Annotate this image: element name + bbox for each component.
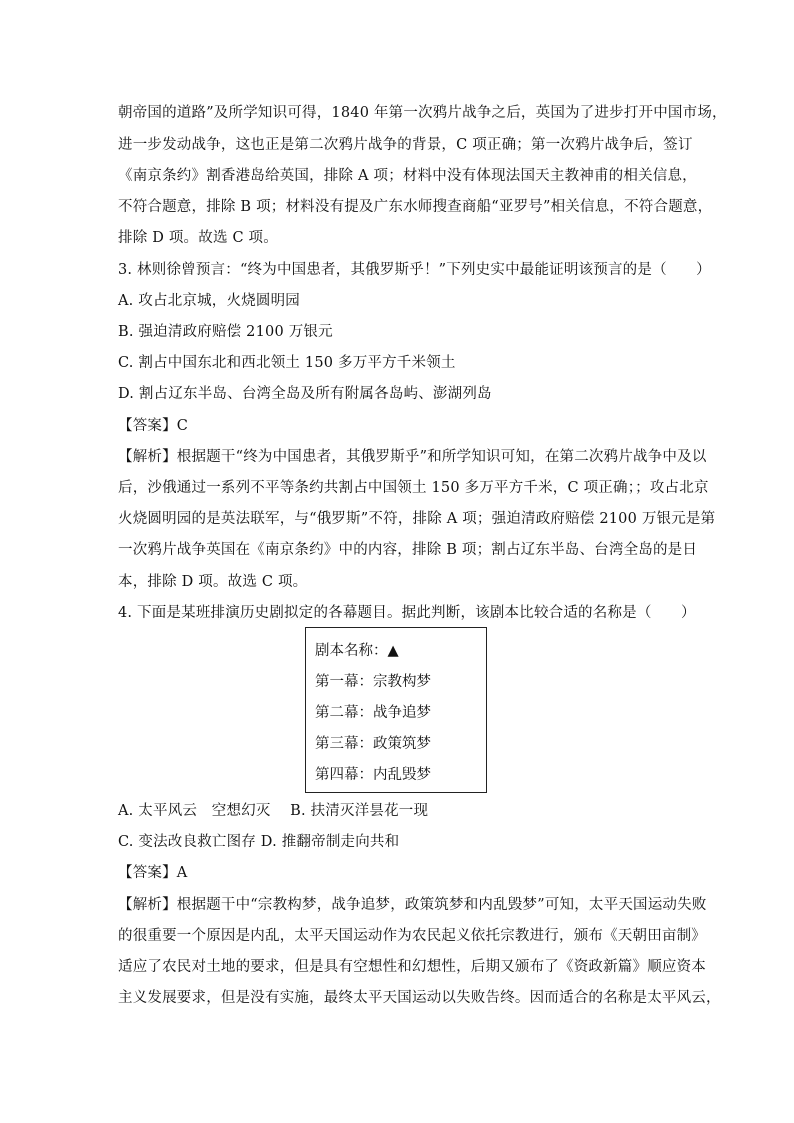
text-line: 进一步发动战争，这也正是第二次鸦片战争的背景，C 项正确；第一次鸦片战争后，签订 <box>118 137 693 153</box>
box-line-act-3: 第三幕：政策筑梦 <box>315 736 431 752</box>
text-line: 主义发展要求，但是没有实施，最终太平天国运动以失败告终。因而适合的名称是太平风云， <box>118 990 721 1006</box>
question-3: 3. 林则徐曾预言：“终为中国患者，其俄罗斯乎！”下列史实中最能证明该预言的是（ ） <box>118 262 711 278</box>
option-a: A. 攻占北京城，火烧圆明园 <box>118 293 300 309</box>
question-4: 4. 下面是某班排演历史剧拟定的各幕题目。据此判断，该剧本比较合适的名称是（ ） <box>118 605 696 621</box>
text-line: 《南京条约》割香港岛给英国，排除 A 项；材料中没有体现法国天主教神甫的相关信息， <box>118 168 697 184</box>
text-line: 的很重要一个原因是内乱，太平天国运动作为农民起义依托宗教进行，颁布《天朝田亩制》 <box>118 928 706 944</box>
options-cd: C. 变法改良救亡图存 D. 推翻帝制走向共和 <box>118 834 400 850</box>
text-line: 本，排除 D 项。故选 C 项。 <box>118 574 308 590</box>
text-line: 排除 D 项。故选 C 项。 <box>118 230 278 246</box>
text-line: 火烧圆明园的是英法联军，与“俄罗斯”不符，排除 A 项；强迫清政府赔偿 2100 万银元是第 <box>118 511 716 527</box>
option-d: D. 割占辽东半岛、台湾全岛及所有附属各岛屿、澎湖列岛 <box>118 386 492 402</box>
box-line-act-1: 第一幕：宗教构梦 <box>315 674 431 690</box>
script-title-box <box>305 627 487 793</box>
answer-label: 【答案】A <box>118 865 188 881</box>
analysis-line: 【解析】根据题干中“宗教构梦，战争追梦，政策筑梦和内乱毁梦”可知，太平天国运动失败 <box>118 897 707 913</box>
box-line-act-4: 第四幕：内乱毁梦 <box>315 767 431 783</box>
text-line: 朝帝国的道路”及所学知识可得，1840 年第一次鸦片战争之后，英国为了进步打开中国市场， <box>118 105 727 121</box>
options-ab: A. 太平风云 空想幻灭 B. 扶清灭洋昙花一现 <box>118 803 429 819</box>
answer-label: 【答案】C <box>118 418 189 434</box>
analysis-line: 【解析】根据题干“终为中国患者，其俄罗斯乎”和所学知识可知，在第二次鸦片战争中及以 <box>118 449 707 465</box>
option-c: C. 割占中国东北和西北领土 150 多万平方千米领土 <box>118 355 456 371</box>
text-line: 后，沙俄通过一系列不平等条约共割占中国领土 150 多万平方千米，C 项正确；；攻占北京 <box>118 480 709 496</box>
text-line: 不符合题意，排除 B 项；材料没有提及广东水师搜查商船“亚罗号”相关信息，不符合题意， <box>118 199 713 215</box>
box-line-act-2: 第二幕：战争追梦 <box>315 705 431 721</box>
text-line: 适应了农民对土地的要求，但是具有空想性和幻想性，后期又颁布了《资政新篇》顺应资本 <box>118 959 706 975</box>
option-b: B. 强迫清政府赔偿 2100 万银元 <box>118 324 333 340</box>
box-line-title: 剧本名称：▲ <box>315 643 399 659</box>
text-line: 一次鸦片战争英国在《南京条约》中的内容，排除 B 项；割占辽东半岛、台湾全岛的是日 <box>118 542 698 558</box>
